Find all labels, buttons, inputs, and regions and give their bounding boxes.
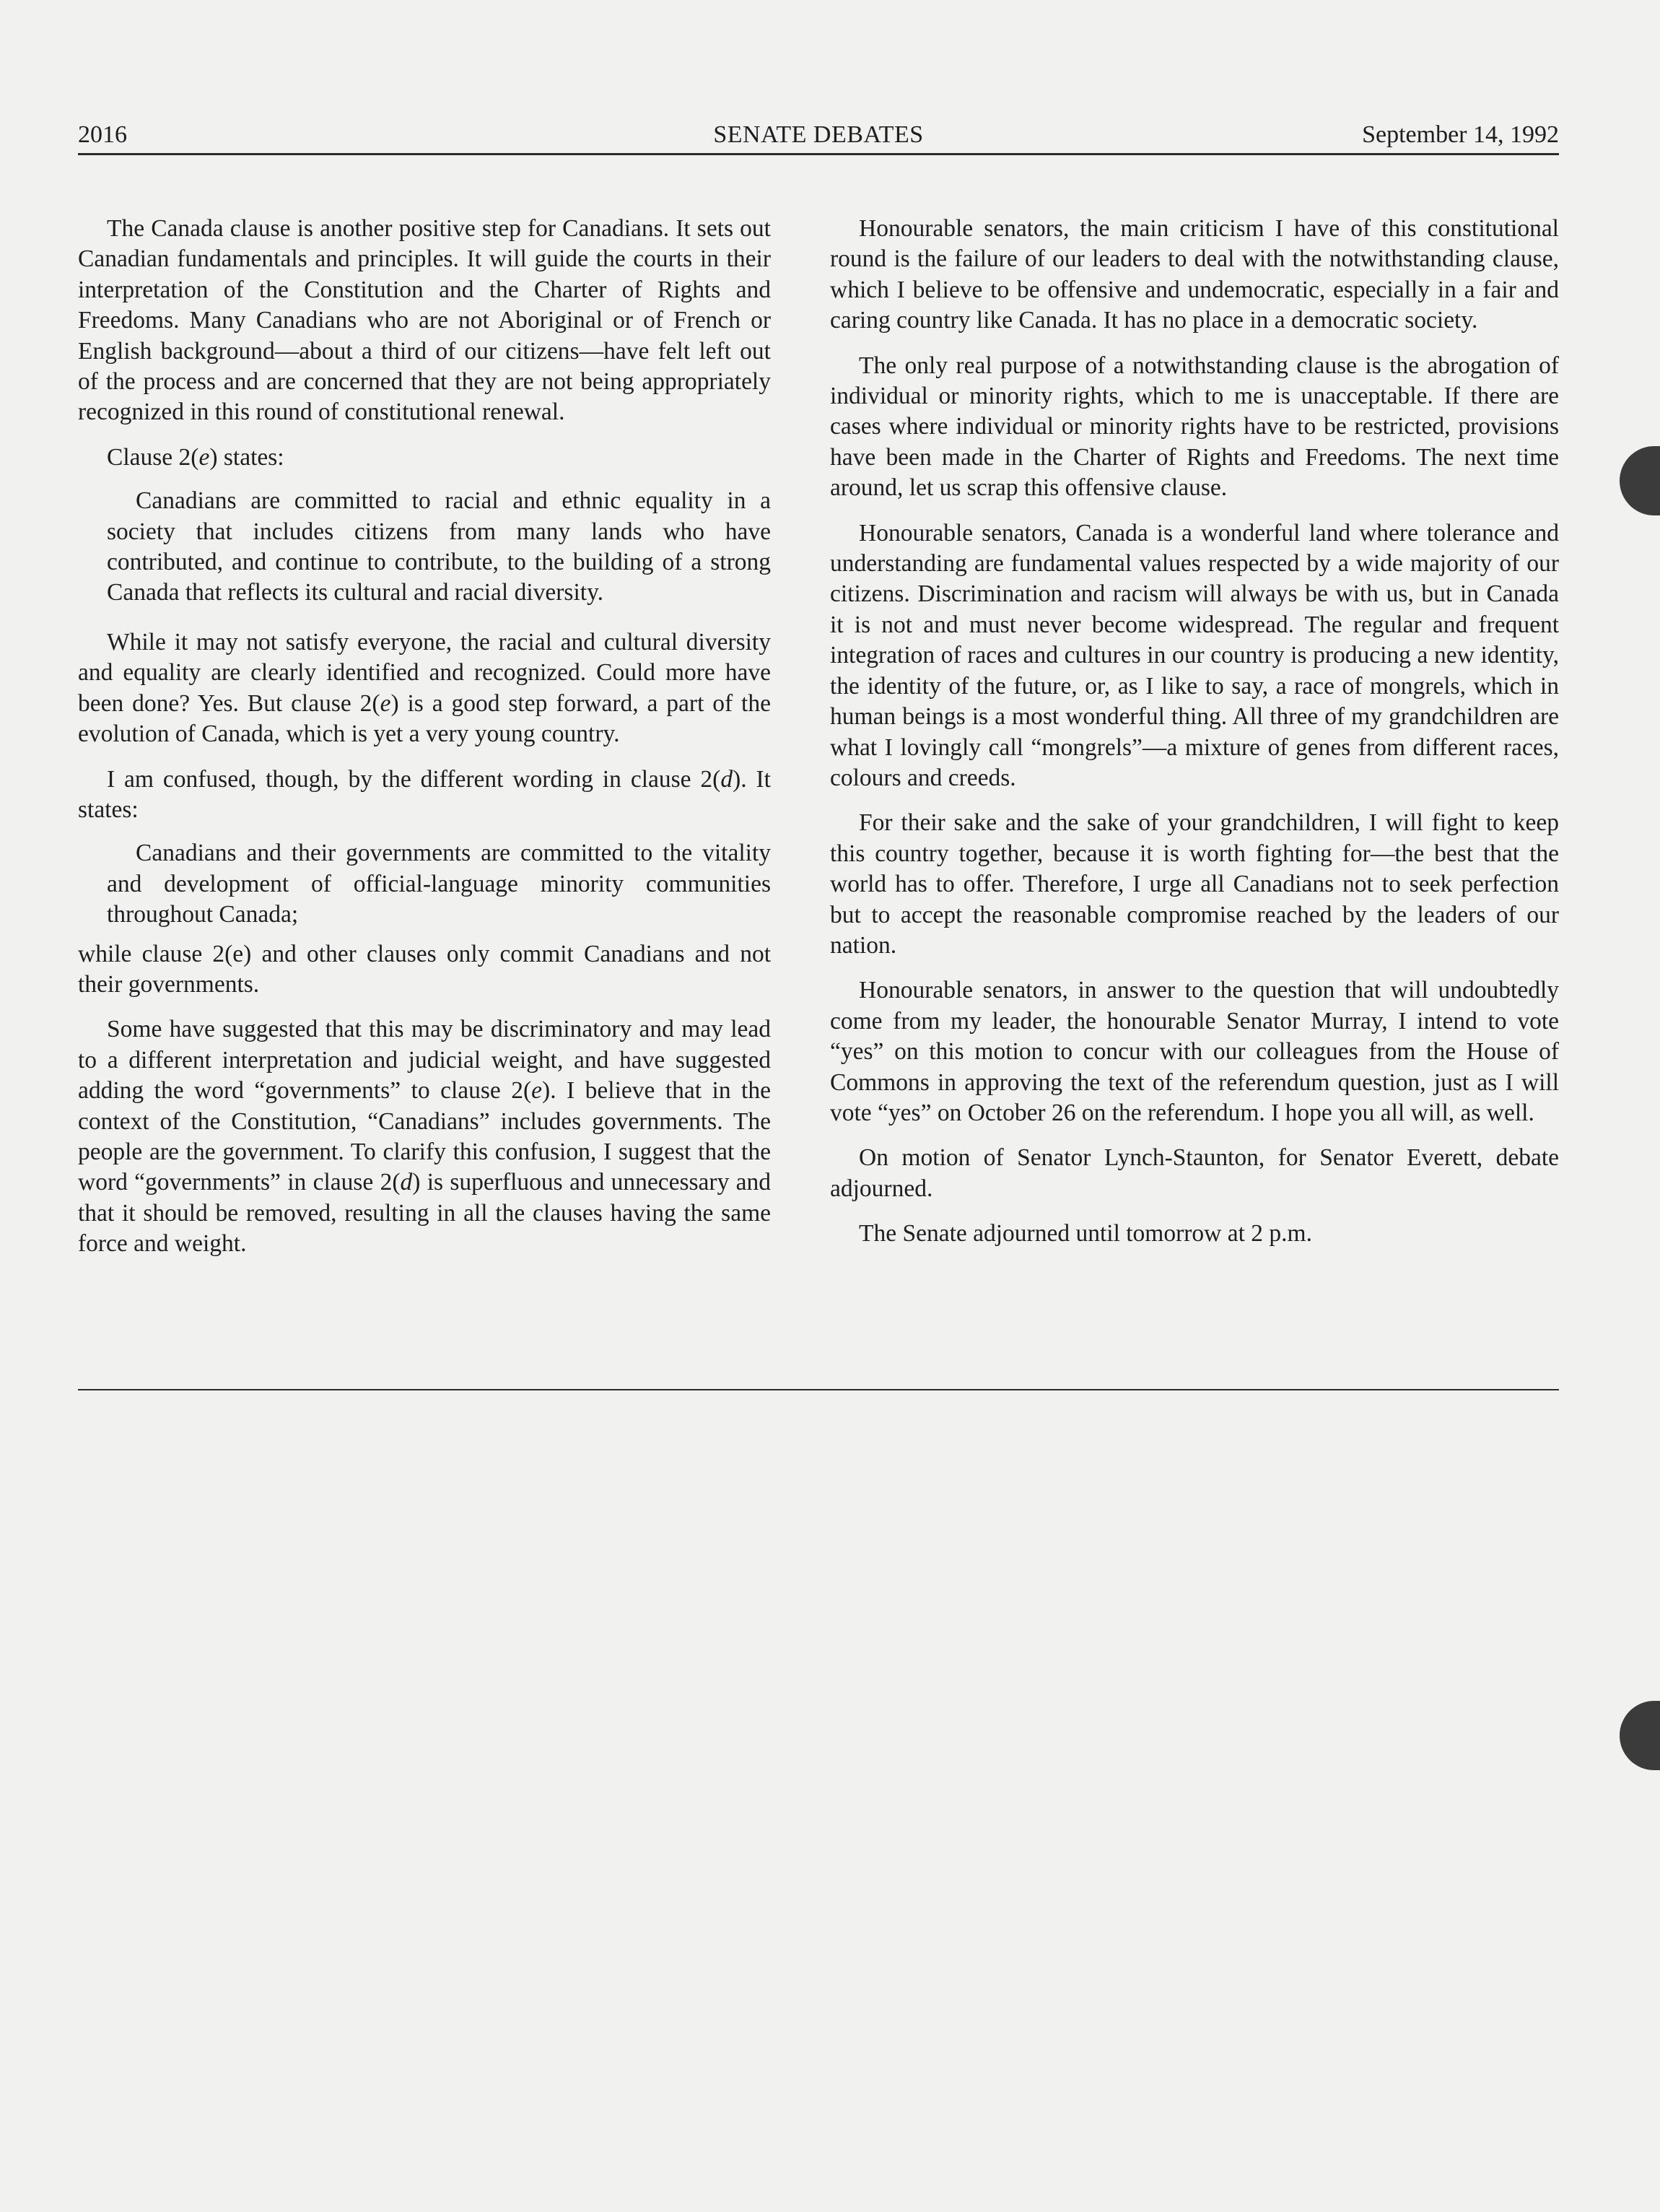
paragraph: Honourable senators, in answer to the question that will undoubtedly come from my leader, the honourable Senator Murray, I intend to vote “yes” on this motion to concur with our colleagues from the House of Commons in approving the text of the referendum question, just as I will vote “yes” on October 26 on the referendum. I hope you all will, as well.: [830, 977, 1559, 1126]
paragraph: I am confused, though, by the different wording in clause 2(d). It states:: [78, 765, 771, 823]
paragraph: The Canada clause is another positive step for Canadians. It sets out Canadian fundamentals and principles. It will guide the courts in their interpretation of the Constitution and the Charter of Rights and Freedoms. Many Canadians who are not Aboriginal or of French or English background—about a third of our citizens—have felt left out of the process and are concerned that they are not being appropriately recognized in this round of constitutional renewal.: [78, 215, 771, 426]
paragraph: Honourable senators, the main criticism I have of this constitutional round is the failure of our leaders to deal with the notwithstanding clause, which I believe to be offensive and undemocratic, especially in a fair and caring country like Canada. It has no place in a democratic society.: [830, 215, 1559, 334]
session-date: September 14, 1992: [1362, 121, 1559, 148]
paragraph: While it may not satisfy everyone, the racial and cultural diversity and equality are clearly identified and recognized. Could more have been done? Yes. But clause 2(e) is a good step forward, a part of the evolution of Canada, which is yet a very young country.: [78, 628, 771, 748]
publication-title: SENATE DEBATES: [713, 121, 924, 148]
quotation: Canadians are committed to racial and ethnic equality in a society that includes citizens from many lands who have contributed, and continue to contribute, to the building of a strong Canada that reflects its cultural and racial diversity.: [107, 487, 771, 606]
paragraph: while clause 2(e) and other clauses only commit Canadians and not their governments.: [78, 940, 771, 998]
left-column: [78, 214, 771, 1274]
paragraph: The only real purpose of a notwithstanding clause is the abrogation of individual or minority rights, which to me is unacceptable. If there are cases where individual or minority rights have to be restricted, provisions have been made in the Charter of Rights and Freedoms. The next time around, let us scrap this offensive clause.: [830, 352, 1559, 502]
end-rule: [78, 1389, 1559, 1390]
quotation: Canadians and their governments are committed to the vitality and development of official-language minority communities throughout Canada;: [107, 840, 771, 928]
paragraph: For their sake and the sake of your grandchildren, I will fight to keep this country together, because it is worth fighting for—the best that the world has to offer. Therefore, I urge all Canadians not to seek perfection but to accept the reasonable compromise reached by the leaders of our nation.: [830, 809, 1559, 959]
binder-hole: [1620, 1701, 1660, 1770]
paragraph: The Senate adjourned until tomorrow at 2 p.m.: [859, 1220, 1312, 1247]
paragraph: Clause 2(e) states:: [107, 443, 284, 471]
header-rule: [78, 153, 1559, 155]
binder-hole: [1620, 446, 1660, 515]
page-number: 2016: [78, 121, 127, 148]
right-column: [830, 214, 1559, 1264]
paragraph: Some have suggested that this may be discriminatory and may lead to a different interpretation and judicial weight, and have suggested adding the word “governments” to clause 2(e). I believe that in the context of the Constitution, “Canadians” includes governments. The people are the government. To clarify this confusion, I suggest that the word “governments” in clause 2(d) is superfluous and unnecessary and that it should be removed, resulting in all the clauses having the same force and weight.: [78, 1016, 771, 1258]
paragraph: On motion of Senator Lynch-Staunton, for Senator Everett, debate adjourned.: [830, 1144, 1559, 1202]
paragraph: Honourable senators, Canada is a wonderful land where tolerance and understanding are fundamental values respected by a wide majority of our citizens. Discrimination and racism will always be with us, but in Canada it is not and must never become widespread. The regular and frequent integration of races and cultures in our country is producing a new identity, the identity of the future, or, as I like to say, a race of mongrels, which in human beings is a most wonderful thing. All three of my grandchildren are what I lovingly call “mongrels”—a mixture of genes from different races, colours and creeds.: [830, 519, 1559, 791]
